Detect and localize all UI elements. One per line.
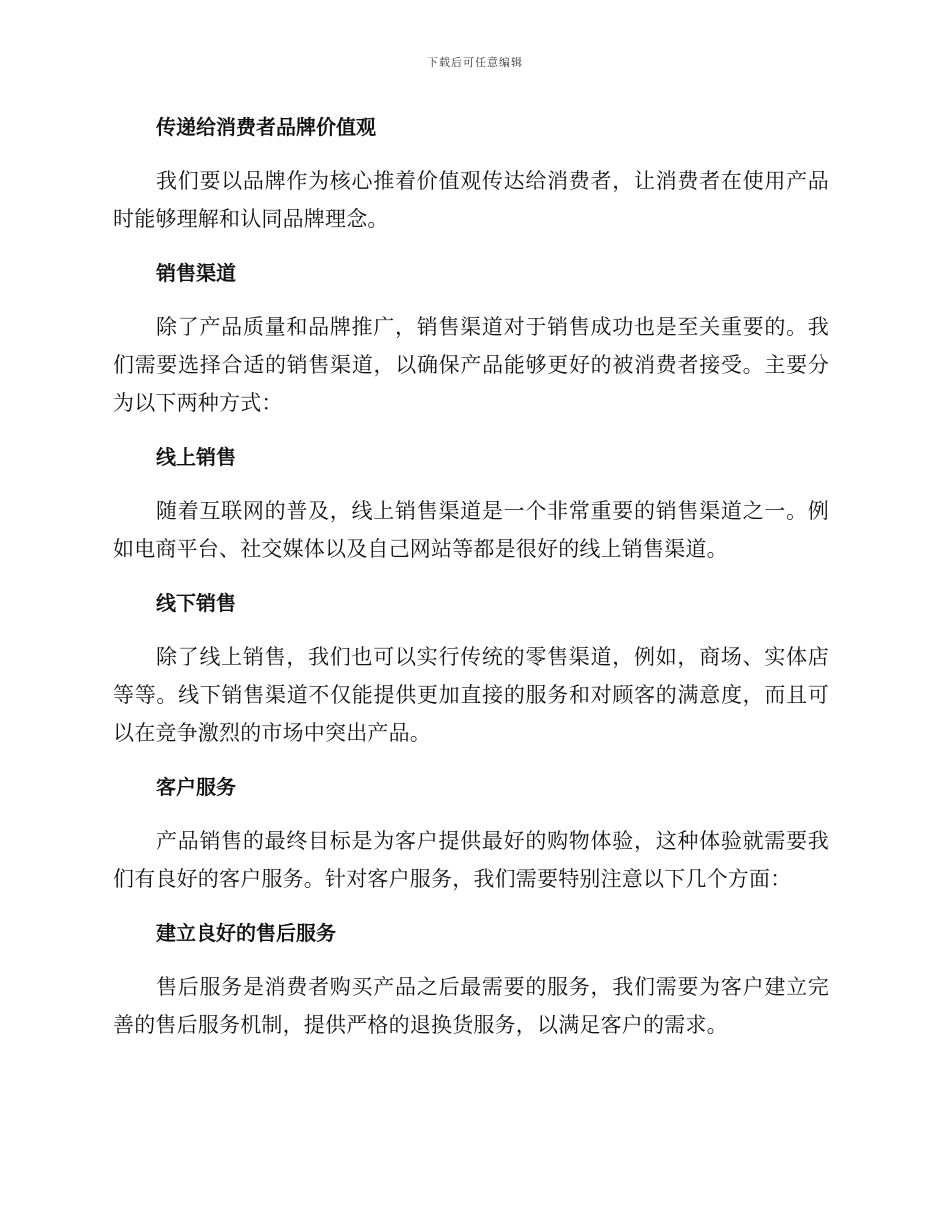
page-header: 下载后可任意编辑 [427,56,523,69]
section-heading-after-sales: 建立良好的售后服务 [156,921,336,945]
section-paragraph-after-sales: 售后服务是消费者购买产品之后最需要的服务，我们需要为客户建立完善的售后服务机制，提供严格的退换货服务，以满足客户的需求。 [113,975,829,1037]
section-heading-sales-channels: 销售渠道 [156,261,236,285]
document-body [113,110,829,1062]
section-heading-customer-service: 客户服务 [156,775,236,799]
section-paragraph-online-sales: 随着互联网的普及，线上销售渠道是一个非常重要的销售渠道之一。例如电商平台、社交媒体以及自己网站等都是很好的线上销售渠道。 [113,499,829,561]
section-heading-offline-sales: 线下销售 [156,591,236,615]
section-paragraph-customer-service: 产品销售的最终目标是为客户提供最好的购物体验，这种体验就需要我们有良好的客户服务。针对客户服务，我们需要特别注意以下几个方面： [113,829,829,891]
section-paragraph-brand-values: 我们要以品牌作为核心推着价值观传达给消费者，让消费者在使用产品时能够理解和认同品牌理念。 [113,169,829,231]
section-paragraph-sales-channels: 除了产品质量和品牌推广，销售渠道对于销售成功也是至关重要的。我们需要选择合适的销售渠道，以确保产品能够更好的被消费者接受。主要分为以下两种方式： [113,315,829,415]
section-heading-online-sales: 线上销售 [156,445,236,469]
section-paragraph-offline-sales: 除了线上销售，我们也可以实行传统的零售渠道，例如，商场、实体店等等。线下销售渠道不仅能提供更加直接的服务和对顾客的满意度，而且可以在竞争激烈的市场中突出产品。 [113,645,829,745]
section-heading-brand-values: 传递给消费者品牌价值观 [156,115,376,139]
